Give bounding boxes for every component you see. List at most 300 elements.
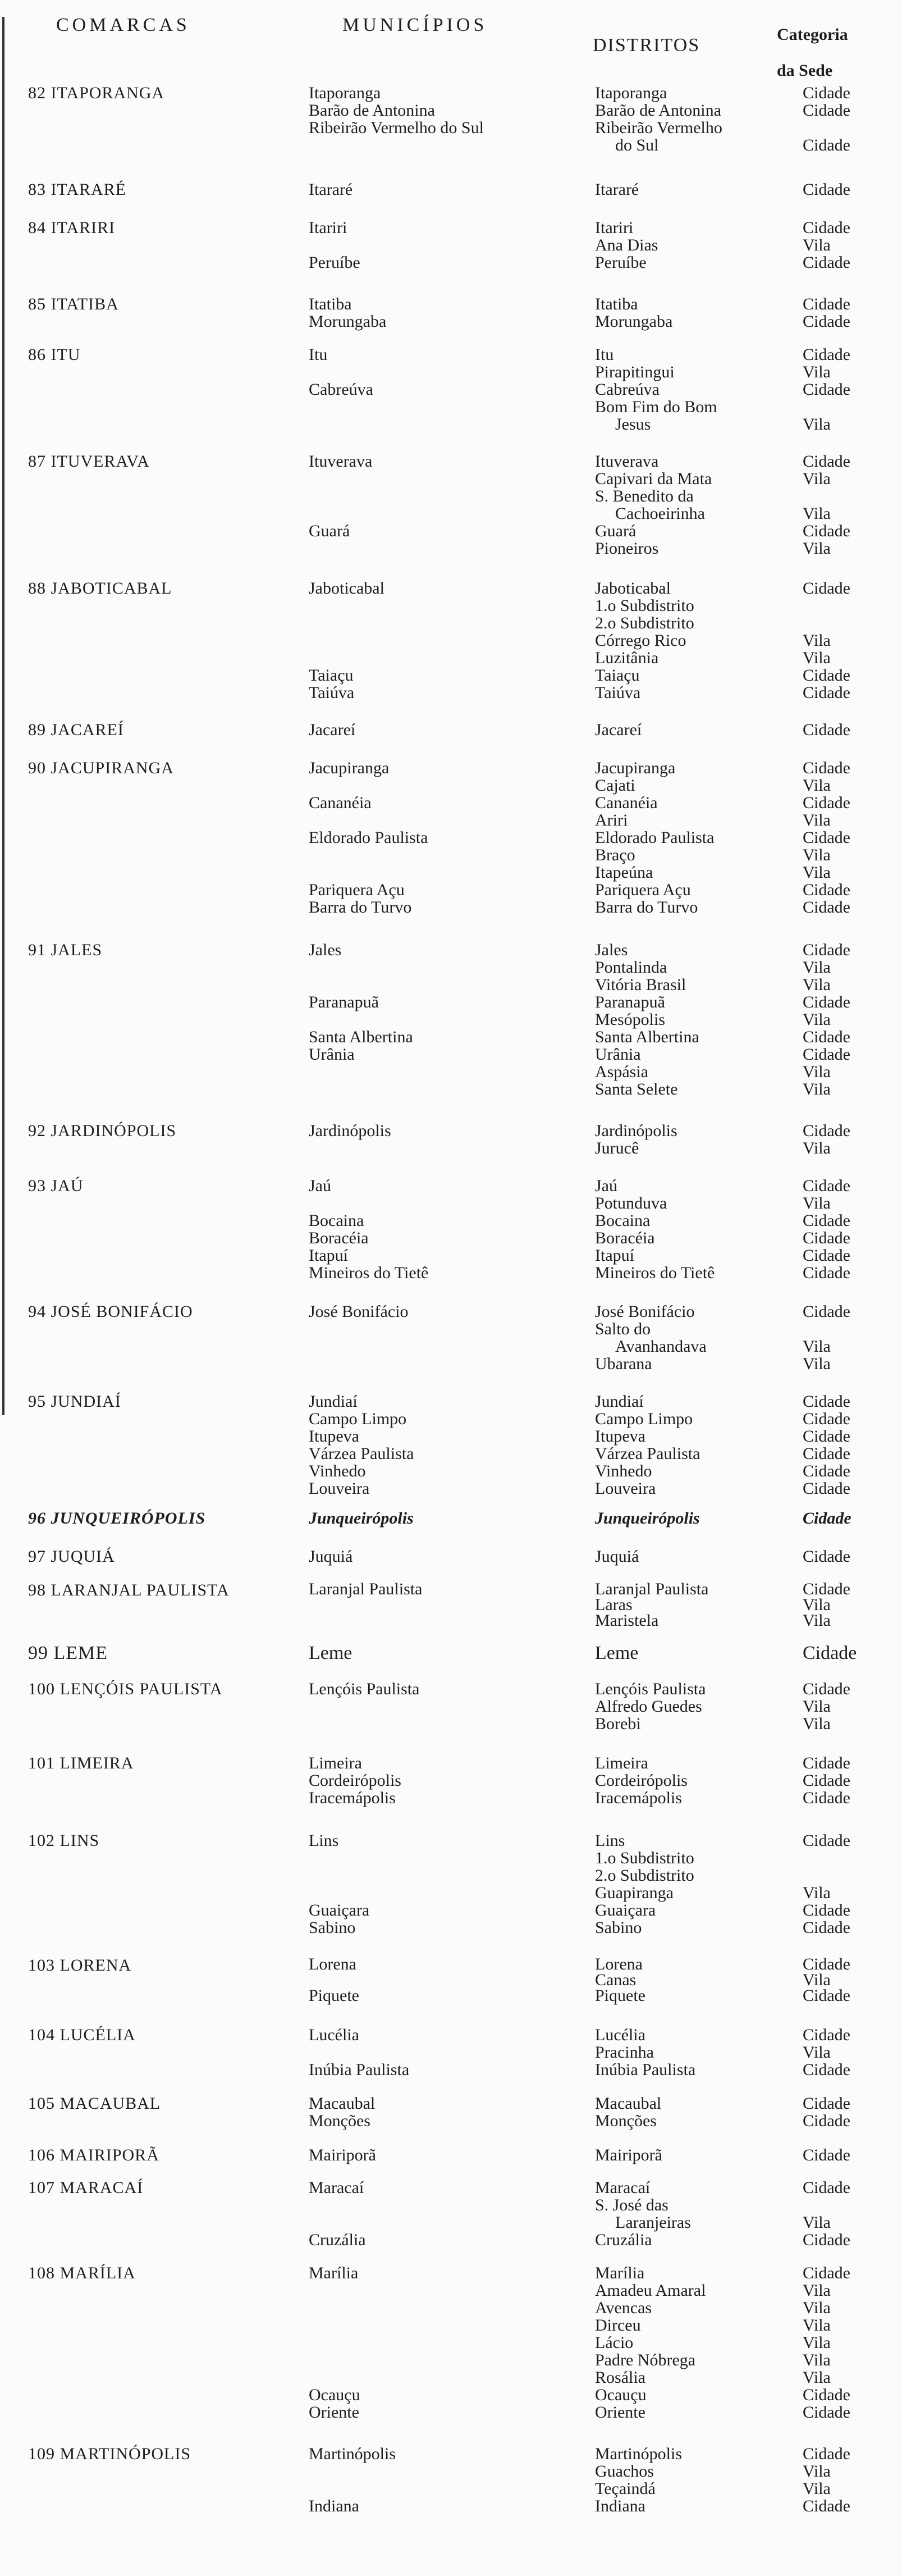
distrito-name: Inúbia Paulista: [595, 2060, 696, 2079]
municipio-name: [309, 2317, 578, 2334]
municipio-name: [309, 1972, 578, 1988]
municipio-name: Limeira: [309, 1754, 362, 1772]
municipios-column: [309, 2095, 578, 2130]
comarca-name: 88 JABOTICABAL: [28, 579, 172, 598]
distrito-name: Jurucê: [595, 1139, 639, 1157]
categoria-value: [803, 1320, 901, 1338]
municipio-name: [309, 1338, 578, 1355]
municipio-name: [309, 2480, 578, 2497]
categoria-column: [803, 1957, 901, 2004]
municipio-name: Bocaina: [309, 1211, 364, 1230]
comarca-column: [28, 2026, 281, 2044]
municipio-name: [309, 597, 578, 614]
municipio-name: [309, 236, 578, 254]
categoria-value: Cidade: [803, 2112, 850, 2130]
categoria-value: Vila: [803, 811, 831, 829]
categoria-value: Vila: [803, 2299, 831, 2317]
distrito-name: Oriente: [595, 2403, 645, 2422]
distrito-name: Várzea Paulista: [595, 1444, 700, 1463]
municipio-name: Jundiaí: [309, 1392, 358, 1411]
categoria-value: Vila: [803, 2368, 831, 2387]
categoria-value: Vila: [803, 846, 831, 864]
categoria-value: Vila: [803, 649, 831, 667]
municipio-name: [309, 1715, 578, 1732]
categoria-value: Cidade: [803, 1754, 850, 1772]
categoria-value: Cidade: [803, 721, 850, 739]
comarca-column: [28, 181, 281, 198]
distrito-name: Taiúva: [595, 683, 641, 702]
distritos-column: [595, 1303, 797, 1373]
distrito-name: Pioneiros: [595, 539, 659, 558]
municipio-name: Jales: [309, 941, 342, 959]
distrito-name: Jardinópolis: [595, 1121, 677, 1140]
categoria-column: [803, 1832, 901, 1936]
categoria-value: Vila: [803, 1697, 831, 1716]
comarca-name: 100 LENÇÓIS PAULISTA: [28, 1680, 223, 1698]
categoria-value: [803, 487, 901, 505]
categoria-value: Cidade: [803, 941, 850, 959]
municipios-column: [309, 2264, 578, 2421]
distrito-name: S. José das: [595, 2196, 669, 2214]
distrito-name: Paranapuã: [595, 993, 665, 1011]
municipio-name: Lucélia: [309, 2026, 359, 2044]
categoria-value: Cidade: [803, 2094, 850, 2113]
categoria-value: Cidade: [803, 84, 850, 102]
distritos-column: [595, 1393, 797, 1497]
categoria-column: [803, 346, 901, 433]
municipio-name: Jacareí: [309, 721, 356, 739]
municipio-name: Jacupiranga: [309, 759, 390, 777]
categoria-value: Cidade: [803, 2445, 850, 2463]
municipio-name: Vinhedo: [309, 1462, 366, 1480]
categoria-column: [803, 2264, 901, 2421]
municipio-name: [309, 2196, 578, 2214]
comarca-name: 103 LORENA: [28, 1956, 132, 1975]
municipio-name: [309, 614, 578, 632]
comarca-name: 102 LINS: [28, 1831, 100, 1850]
categoria-value: Cidade: [803, 2497, 850, 2515]
distrito-name: Mesópolis: [595, 1010, 666, 1029]
distritos-column: [595, 2026, 797, 2078]
comarca-column: [28, 1510, 281, 1527]
distritos-column: [595, 1832, 797, 1936]
categoria-column: [803, 2146, 901, 2164]
distrito-name: Luzitânia: [595, 649, 659, 667]
categoria-value: Cidade: [803, 380, 850, 399]
distrito-name: Padre Nóbrega: [595, 2351, 696, 2369]
categoria-value: Cidade: [803, 1580, 850, 1598]
municipio-name: [309, 1080, 578, 1098]
municipio-name: Mairiporã: [309, 2146, 376, 2164]
distrito-name: Limeira: [595, 1754, 648, 1772]
distrito-name: Mineiros do Tietê: [595, 1264, 715, 1282]
municipio-name: [309, 1355, 578, 1373]
municipio-name: Louveira: [309, 1479, 370, 1498]
categoria-value: Cidade: [803, 1302, 850, 1321]
comarca-name: 106 MAIRIPORÃ: [28, 2146, 159, 2164]
categoria-value: [803, 1867, 901, 1884]
categoria-value: Vila: [803, 2043, 831, 2062]
categoria-value: Cidade: [803, 1547, 850, 1566]
categoria-value: Cidade: [803, 1986, 850, 2005]
distrito-name: 1.o Subdistrito: [595, 1849, 694, 1867]
distritos-column: [595, 295, 797, 330]
municipios-column: [309, 1754, 578, 1807]
comarca-name: 109 MARTINÓPOLIS: [28, 2445, 191, 2463]
comarca-name: 95 JUNDIAÍ: [28, 1392, 121, 1411]
municipio-name: [309, 1867, 578, 1884]
municipio-name: Santa Albertina: [309, 1028, 413, 1046]
distrito-name: Barão de Antonina: [595, 101, 721, 120]
categoria-value: Cidade: [803, 1028, 850, 1046]
categoria-column: [803, 941, 901, 1098]
municipios-column: [309, 219, 578, 271]
categoria-column: [803, 759, 901, 916]
distrito-name: Cajati: [595, 776, 635, 795]
municipio-name: José Bonifácio: [309, 1302, 409, 1321]
distrito-name: Rosália: [595, 2368, 645, 2387]
municipio-name: Maracaí: [309, 2178, 364, 2197]
categoria-value: Cidade: [803, 1121, 850, 1140]
municipio-name: Sabino: [309, 1918, 356, 1937]
distrito-name: Juquiá: [595, 1547, 639, 1566]
comarca-name: 90 JACUPIRANGA: [28, 759, 174, 777]
distrito-name: Junqueirópolis: [595, 1509, 700, 1528]
municipio-name: Martinópolis: [309, 2445, 396, 2463]
municipio-name: [309, 811, 578, 829]
categoria-column: [803, 2026, 901, 2078]
distrito-name: Laras: [595, 1595, 633, 1614]
categoria-column: [803, 2445, 901, 2515]
distrito-name: Ariri: [595, 811, 628, 829]
municipio-name: Itariri: [309, 218, 347, 237]
comarca-name: 96 JUNQUEIRÓPOLIS: [28, 1509, 206, 1528]
municipio-name: Junqueirópolis: [309, 1509, 414, 1528]
distritos-column: [595, 1510, 797, 1527]
header-distritos: DISTRITOS: [593, 35, 700, 56]
categoria-value: Vila: [803, 236, 831, 254]
distrito-name: Laranjeiras: [615, 2213, 691, 2232]
comarca-name: 91 JALES: [28, 941, 103, 959]
municipio-name: [309, 846, 578, 864]
comarca-column: [28, 1177, 281, 1194]
distritos-column: [595, 2264, 797, 2421]
categoria-column: [803, 1122, 901, 1157]
distrito-name: Pracinha: [595, 2043, 654, 2062]
categoria-column: [803, 1548, 901, 1565]
municipio-name: [309, 1139, 578, 1157]
distrito-name: Guachos: [595, 2462, 654, 2481]
comarca-column: [28, 1644, 281, 1662]
categoria-value: Vila: [803, 2213, 831, 2232]
categoria-value: Cidade: [803, 2403, 850, 2422]
left-margin-rule: [2, 17, 4, 1415]
municipio-name: [309, 2214, 578, 2231]
categoria-column: [803, 84, 901, 154]
distritos-column: [595, 1644, 797, 1662]
distritos-column: [595, 1754, 797, 1807]
distritos-column: [595, 1122, 797, 1157]
distrito-name: Lácio: [595, 2333, 634, 2352]
categoria-value: Cidade: [803, 1643, 857, 1663]
municipio-name: Cananéia: [309, 794, 372, 812]
categoria-value: Cidade: [803, 218, 850, 237]
municipio-name: [309, 398, 578, 416]
municipio-name: Ocauçu: [309, 2386, 360, 2404]
distrito-name: 2.o Subdistrito: [595, 614, 694, 632]
comarca-column: [28, 219, 281, 236]
municipio-name: Iracemápolis: [309, 1789, 396, 1807]
comarca-name: 104 LUCÉLIA: [28, 2026, 136, 2044]
distrito-name: Itararé: [595, 180, 639, 199]
municipio-name: Barão de Antonina: [309, 101, 435, 120]
categoria-column: [803, 295, 901, 330]
comarca-column: [28, 941, 281, 959]
municipio-name: Mineiros do Tietê: [309, 1264, 429, 1282]
categoria-column: [803, 721, 901, 738]
municipio-name: [309, 1613, 578, 1629]
municipios-column: [309, 2146, 578, 2164]
municipio-name: [309, 1063, 578, 1080]
comarca-name: 86 ITU: [28, 345, 81, 364]
municipio-name: Ribeirão Vermelho do Sul: [309, 118, 484, 137]
categoria-value: Vila: [803, 1194, 831, 1212]
distrito-name: Salto do: [595, 1320, 651, 1338]
municipio-name: Boracéia: [309, 1229, 369, 1247]
categoria-value: Vila: [803, 863, 831, 882]
categoria-value: Vila: [803, 2316, 831, 2335]
distrito-name: 2.o Subdistrito: [595, 1866, 694, 1885]
categoria-value: Vila: [803, 1010, 831, 1029]
distrito-name: do Sul: [615, 136, 659, 154]
comarca-name: 87 ITUVERAVA: [28, 452, 150, 471]
distrito-name: Guapiranga: [595, 1884, 674, 1902]
municipio-name: Monções: [309, 2112, 370, 2130]
categoria-value: Cidade: [803, 522, 850, 540]
comarca-name: 94 JOSÉ BONIFÁCIO: [28, 1302, 193, 1321]
distrito-name: Córrego Rico: [595, 631, 686, 650]
municipios-column: [309, 1393, 578, 1497]
categoria-column: [803, 453, 901, 557]
comarca-column: [28, 1680, 281, 1698]
distrito-name: Mairiporã: [595, 2146, 662, 2164]
categoria-column: [803, 1510, 901, 1527]
categoria-value: Vila: [803, 1715, 831, 1733]
categoria-value: Cidade: [803, 1831, 850, 1850]
categoria-value: Cidade: [803, 295, 850, 313]
distrito-name: S. Benedito da: [595, 487, 694, 505]
categoria-value: Cidade: [803, 1479, 850, 1498]
distrito-name: Guará: [595, 522, 637, 540]
comarca-column: [28, 453, 281, 470]
comarca-name: 85 ITATIBA: [28, 295, 119, 313]
categoria-value: Cidade: [803, 1955, 850, 1973]
municipios-column: [309, 2445, 578, 2515]
municipio-name: Piquete: [309, 1986, 359, 2005]
municipio-name: [309, 1011, 578, 1028]
distrito-name: Dirceu: [595, 2316, 641, 2335]
distrito-name: Cachoeirinha: [615, 504, 705, 523]
categoria-value: Vila: [803, 1063, 831, 1081]
municipio-name: Paranapuã: [309, 993, 379, 1011]
categoria-value: Cidade: [803, 2146, 850, 2164]
municipio-name: [309, 416, 578, 433]
comarca-column: [28, 1393, 281, 1410]
distrito-name: Jesus: [615, 415, 651, 434]
municipio-name: Itaporanga: [309, 84, 381, 102]
categoria-column: [803, 2179, 901, 2249]
categoria-value: Cidade: [803, 452, 850, 471]
categoria-column: [803, 219, 901, 271]
distrito-name: Ribeirão Vermelho: [595, 118, 722, 137]
municipio-name: Lençóis Paulista: [309, 1680, 420, 1698]
comarca-column: [28, 759, 281, 777]
distritos-column: [595, 1957, 797, 2004]
categoria-value: Cidade: [803, 828, 850, 847]
distrito-name: Canas: [595, 1971, 637, 1989]
comarca-name: 107 MARACAÍ: [28, 2178, 144, 2197]
comarca-name: 105 MACAUBAL: [28, 2094, 161, 2113]
categoria-value: Vila: [803, 2479, 831, 2498]
municipio-name: Indiana: [309, 2497, 359, 2515]
municipio-name: [309, 1884, 578, 1902]
municipio-name: Itararé: [309, 180, 353, 199]
categoria-value: Vila: [803, 363, 831, 381]
distrito-name: Borebi: [595, 1715, 641, 1733]
distrito-name: Campo Limpo: [595, 1410, 693, 1428]
distrito-name: Leme: [595, 1643, 639, 1663]
distrito-name: Jaú: [595, 1177, 617, 1195]
categoria-value: Cidade: [803, 1427, 850, 1446]
comarca-column: [28, 2445, 281, 2463]
municipios-column: [309, 453, 578, 557]
municipio-name: Taiaçu: [309, 666, 354, 685]
municipio-name: Morungaba: [309, 312, 387, 331]
distrito-name: Cruzália: [595, 2231, 652, 2249]
distrito-name: Martinópolis: [595, 2445, 682, 2463]
categoria-value: Cidade: [803, 101, 850, 120]
distrito-name: Indiana: [595, 2497, 645, 2515]
categoria-value: Cidade: [803, 1410, 850, 1428]
comarca-column: [28, 721, 281, 738]
municipio-name: Cruzália: [309, 2231, 366, 2249]
categoria-value: Cidade: [803, 1229, 850, 1247]
distrito-name: Pariquera Açu: [595, 881, 691, 899]
municipios-column: [309, 1680, 578, 1732]
municipio-name: Macaubal: [309, 2094, 376, 2113]
categoria-value: Cidade: [803, 881, 850, 899]
municipio-name: [309, 363, 578, 381]
distrito-name: Ocauçu: [595, 2386, 647, 2404]
comarca-name: 82 ITAPORANGA: [28, 84, 165, 102]
municipio-name: [309, 2463, 578, 2480]
municipio-name: Peruíbe: [309, 253, 360, 272]
categoria-value: Cidade: [803, 345, 850, 364]
distrito-name: Monções: [595, 2112, 657, 2130]
categoria-value: Vila: [803, 415, 831, 434]
comarca-column: [28, 1957, 281, 1974]
distritos-column: [595, 1177, 797, 1282]
categoria-value: Vila: [803, 1611, 831, 1630]
distrito-name: Capivari da Mata: [595, 469, 712, 488]
categoria-column: [803, 1303, 901, 1373]
categoria-column: [803, 1177, 901, 1282]
municipios-column: [309, 1177, 578, 1282]
municipio-name: [309, 1320, 578, 1338]
distrito-name: Jundiaí: [595, 1392, 644, 1411]
categoria-value: Cidade: [803, 683, 850, 702]
municipio-name: [309, 632, 578, 649]
municipio-name: Oriente: [309, 2403, 359, 2422]
distritos-column: [595, 2146, 797, 2164]
distritos-column: [595, 181, 797, 198]
categoria-value: Cidade: [803, 1509, 851, 1528]
municipios-column: [309, 721, 578, 738]
distrito-name: Avencas: [595, 2299, 652, 2317]
categoria-value: Cidade: [803, 794, 850, 812]
distrito-name: Maracaí: [595, 2178, 651, 2197]
categoria-value: Vila: [803, 1595, 831, 1614]
categoria-value: Cidade: [803, 1918, 850, 1937]
distrito-name: Bocaina: [595, 1211, 651, 1230]
comarca-name: 93 JAÚ: [28, 1177, 84, 1195]
categoria-value: Cidade: [803, 253, 850, 272]
distrito-name: Barra do Turvo: [595, 898, 698, 917]
comarca-name: 89 JACAREÍ: [28, 721, 124, 739]
categoria-value: Cidade: [803, 579, 850, 598]
categoria-value: Vila: [803, 1355, 831, 1373]
distrito-name: Teçaindá: [595, 2479, 656, 2498]
distritos-column: [595, 2445, 797, 2515]
municipio-name: Eldorado Paulista: [309, 828, 428, 847]
categoria-value: Cidade: [803, 759, 850, 777]
municipio-name: Guará: [309, 522, 350, 540]
distrito-name: Pontalinda: [595, 958, 667, 977]
distrito-name: 1.o Subdistrito: [595, 596, 694, 615]
distrito-name: Jales: [595, 941, 628, 959]
categoria-value: Cidade: [803, 898, 850, 917]
distrito-name: Jacupiranga: [595, 759, 676, 777]
categoria-value: Cidade: [803, 1264, 850, 1282]
distrito-name: Lençóis Paulista: [595, 1680, 706, 1698]
categoria-column: [803, 1754, 901, 1807]
municipios-column: [309, 1832, 578, 1936]
categoria-value: Vila: [803, 2281, 831, 2300]
municipio-name: [309, 2351, 578, 2369]
municipio-name: Inúbia Paulista: [309, 2060, 410, 2079]
categoria-value: [803, 1849, 901, 1867]
comarca-name: 84 ITARIRI: [28, 218, 116, 237]
categoria-column: [803, 1644, 901, 1662]
categoria-value: Vila: [803, 776, 831, 795]
municipio-name: Jaú: [309, 1177, 331, 1195]
municipios-column: [309, 941, 578, 1098]
categoria-value: [803, 398, 901, 416]
distrito-name: Braço: [595, 846, 635, 864]
distritos-column: [595, 721, 797, 738]
comarca-column: [28, 1754, 281, 1772]
distritos-column: [595, 1581, 797, 1629]
distrito-name: Iracemápolis: [595, 1789, 682, 1807]
categoria-value: Cidade: [803, 2264, 850, 2282]
distrito-name: Lorena: [595, 1955, 643, 1973]
comarca-column: [28, 2179, 281, 2196]
categoria-value: Vila: [803, 2462, 831, 2481]
municipio-name: Taiúva: [309, 683, 355, 702]
categoria-value: [803, 119, 901, 136]
categoria-value: Vila: [803, 1971, 831, 1989]
distrito-name: Peruíbe: [595, 253, 647, 272]
